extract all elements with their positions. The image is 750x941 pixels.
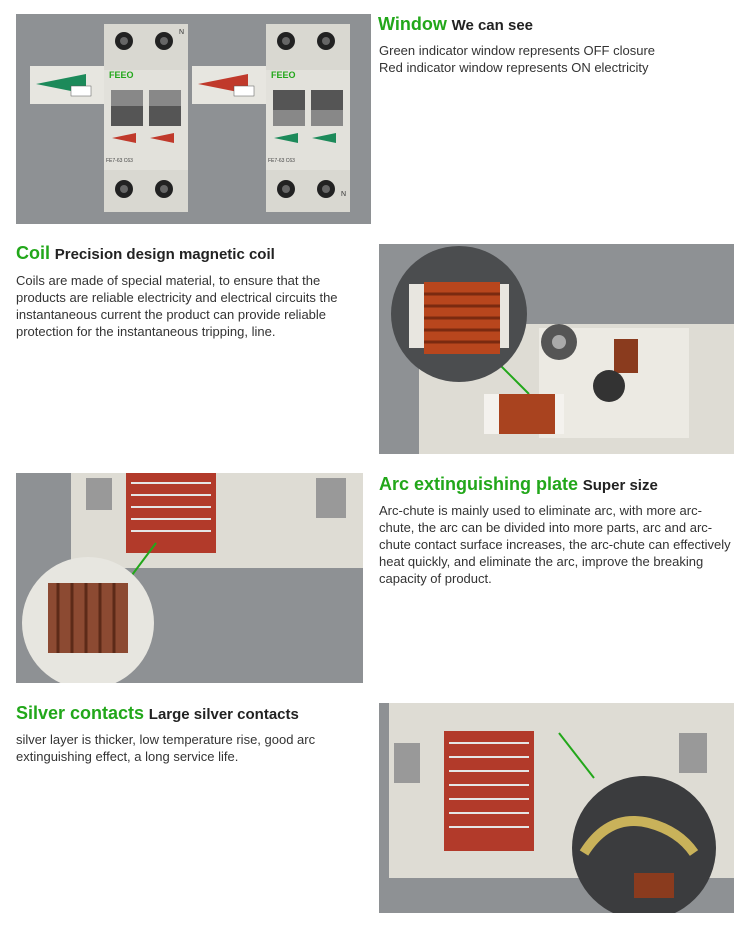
section-title-silver xyxy=(16,703,299,724)
section-title-arc xyxy=(379,474,658,495)
section-title-coil xyxy=(16,243,275,264)
section-text-coil xyxy=(16,272,361,340)
brand-text-2: FEEO xyxy=(271,70,296,80)
section-text-arc xyxy=(379,502,734,587)
text-line: Coils are made of special material, to ensure that the products are reliable electricity and electrical circuits the instantaneous current the product can provide reliable protection for the instantaneous tripping, line. xyxy=(16,273,338,339)
text-line: Arc-chute is mainly used to eliminate arc, with more arc-chute, the arc can be divided into more parts, arc and arc-chute contact surface increases, the arc-chute can effectively heat quickly, and eliminate the arc, improve the breaking capacity of product. xyxy=(379,503,731,586)
section-text-silver xyxy=(16,731,361,765)
title-highlight: Silver contacts xyxy=(16,703,145,723)
svg-text:N: N xyxy=(179,29,185,36)
text-line: silver layer is thicker, low temperature rise, good arc extinguishing effect, a long service life. xyxy=(16,732,316,764)
brand-text-1: FEEO xyxy=(109,70,134,80)
silver-contacts-image xyxy=(379,703,734,913)
title-subtitle: Precision design magnetic coil xyxy=(54,246,275,263)
text-line: Red indicator window represents ON electricity xyxy=(379,60,649,75)
section-title-window xyxy=(378,14,533,35)
coil-image xyxy=(379,244,734,454)
title-highlight: Coil xyxy=(16,243,50,263)
title-highlight: Arc extinguishing plate xyxy=(379,474,579,494)
title-subtitle: Super size xyxy=(582,477,658,494)
breaker-window-image xyxy=(16,14,371,224)
pole-label: N xyxy=(341,191,347,198)
arc-chute-image xyxy=(16,473,363,683)
model-text-2: FE7-63 C63 xyxy=(268,158,295,164)
section-text-window xyxy=(379,42,734,76)
model-text-1: FE7-63 C63 xyxy=(106,158,133,164)
text-line: Green indicator window represents OFF closure xyxy=(379,43,656,58)
title-highlight: Window xyxy=(378,14,447,34)
title-subtitle: Large silver contacts xyxy=(148,706,299,723)
title-subtitle: We can see xyxy=(451,17,534,34)
